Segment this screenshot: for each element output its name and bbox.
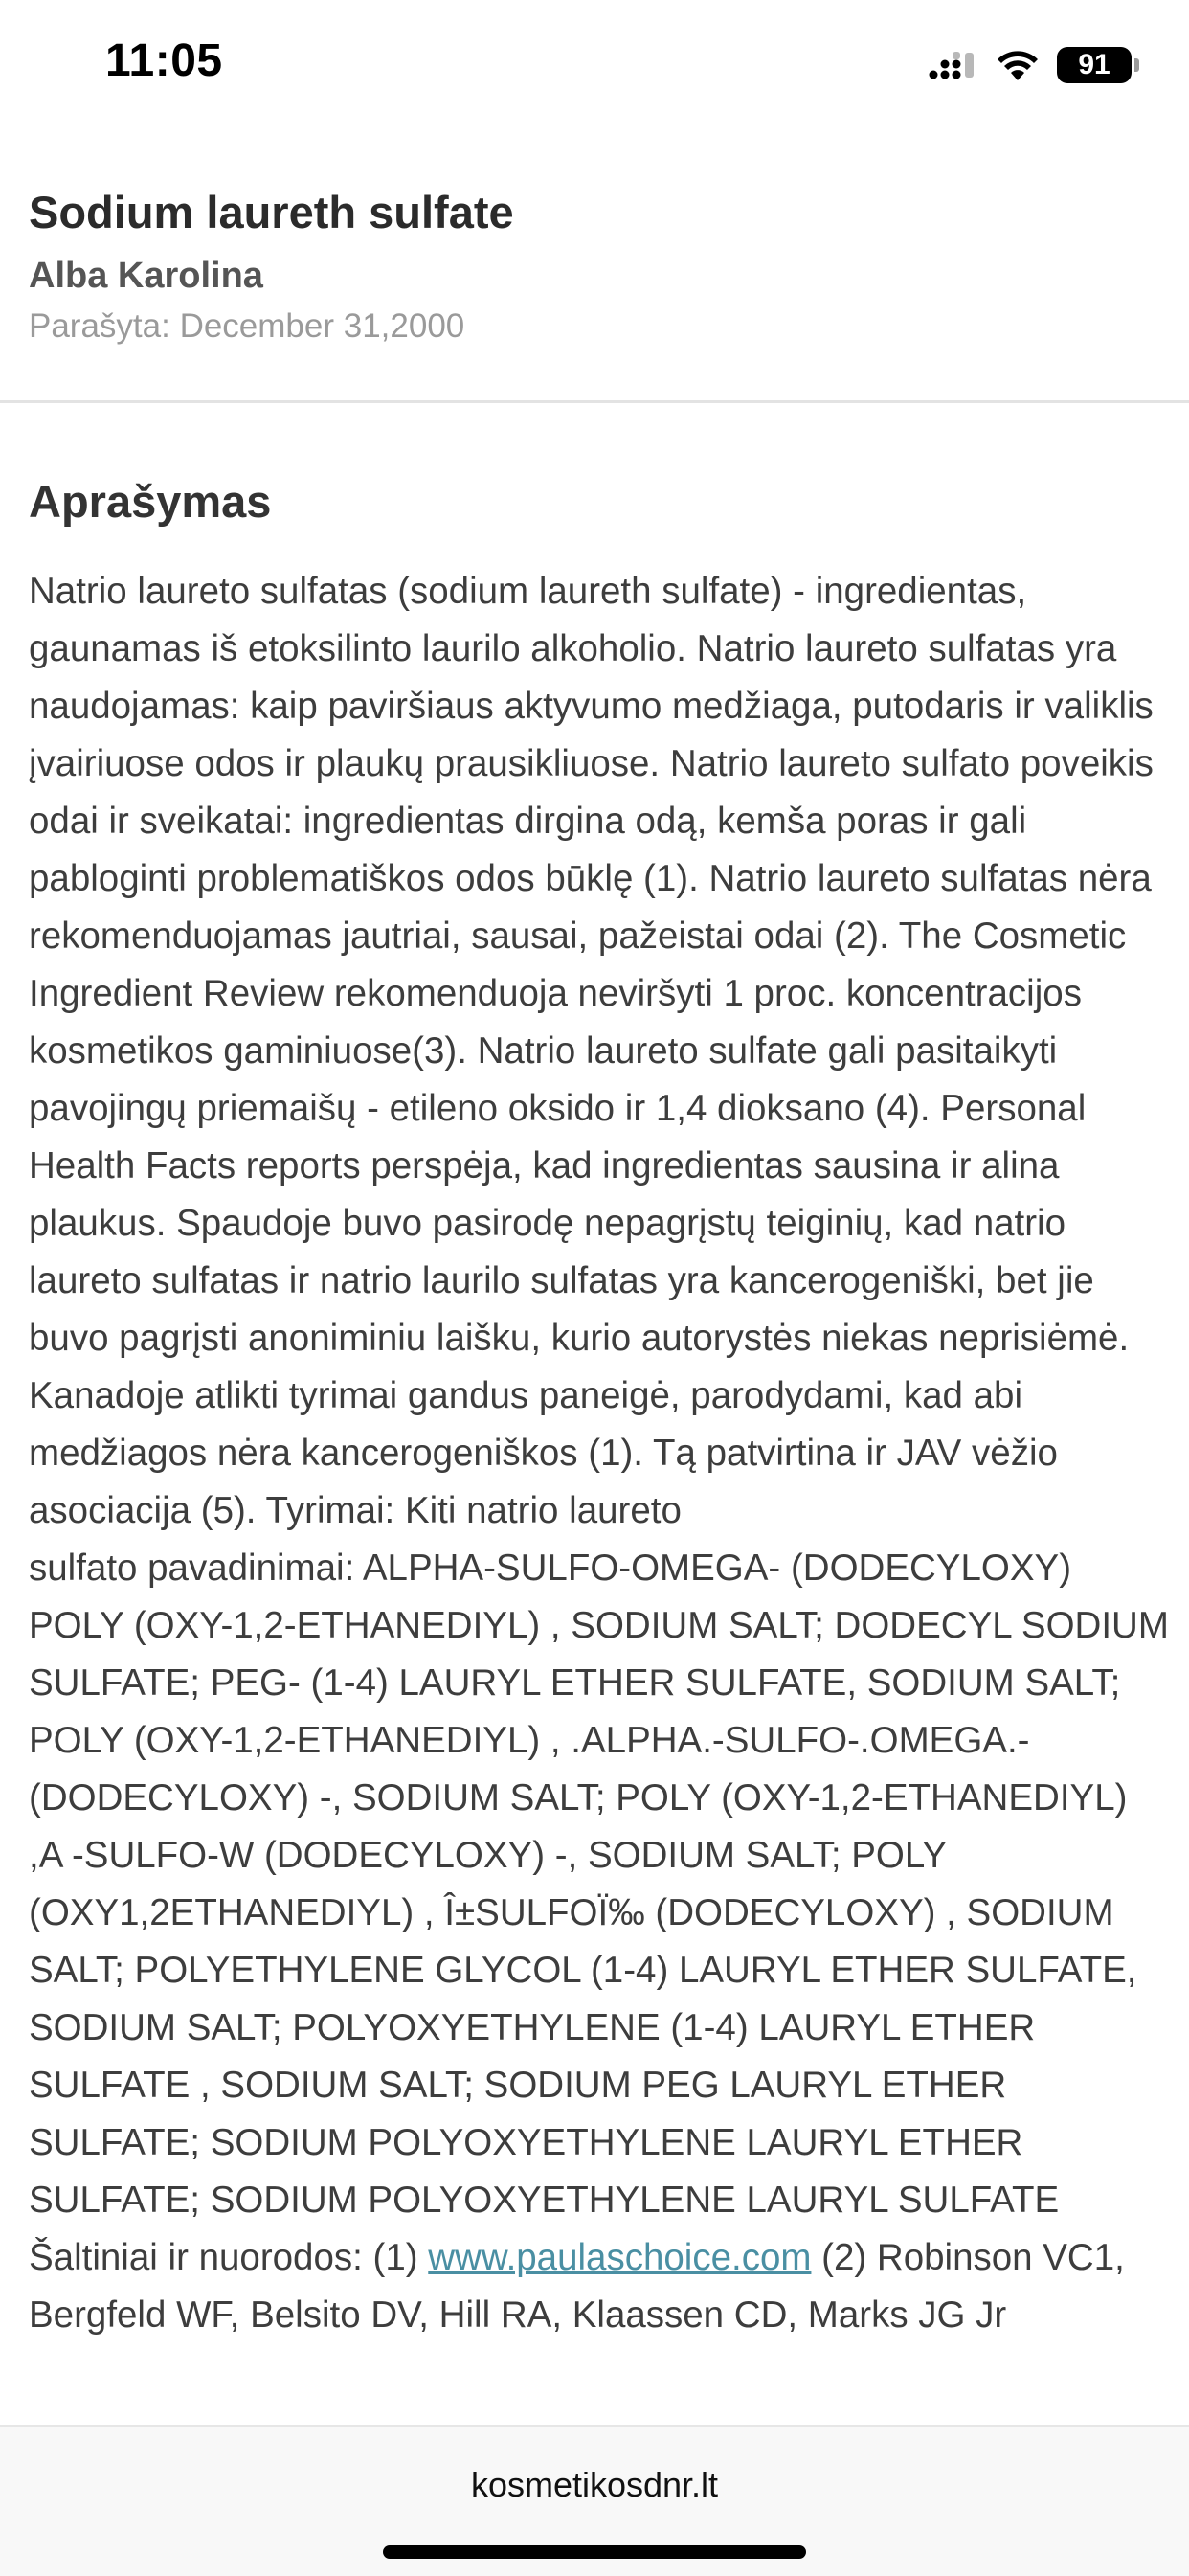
status-time: 11:05 (105, 35, 223, 86)
battery-icon (1057, 47, 1132, 83)
description-heading: Aprašymas (29, 476, 272, 527)
url-label[interactable]: kosmetikosdnr.lt (470, 2465, 719, 2504)
wifi-icon (996, 49, 1040, 81)
status-indicators (929, 42, 1132, 88)
description-body: Natrio laureto sulfatas (sodium laureth sulfate) - ingredientas, gaunamas iš etoksilinto laurilo alkoholio. Natrio laureto sulfatas yra naudojamas: kaip paviršiaus aktyvumo medžiaga, putodaris ir valiklis įvairiuose odos ir plaukų prausikliuose. Natrio laureto sulfato poveikis odai ir sveikatai: ingredientas dirgina odą, kemša poras ir gali pabloginti problematiškos odos būklę (1). Natrio laureto sulfatas nėra rekomenduojamas jautriai, sausai, pažeistai odai (2). The Cosmetic Ingredient Review rekomenduoja neviršyti 1 proc. koncentracijos kosmetikos gaminiuose(3). Natrio laureto sulfate gali pasitaikyti pavojingų priemaišų - etileno oksido ir 1,4 dioksano (4). Personal Health Facts reports perspėja, kad ingredientas sausina ir alina plaukus. Spaudoje buvo pasirodę nepagrįstų teiginių, kad natrio laureto sulfatas ir natrio laurilo sulfatas yra kancerogeniški, bet jie buvo pagrįsti anoniminiu laišku, kurio autorystės niekas neprisiėmė. Kanadoje atlikti tyrimai gandus paneigė, parodydami, kad abi medžiagos nėra kancerogeniškos (1). Tą patvirtina ir JAV vėžio asociacija (5). Tyrimai: Kiti natrio laureto (29, 571, 1154, 1531)
home-indicator[interactable] (383, 2545, 806, 2559)
cellular-signal-icon (929, 51, 978, 79)
description-text (29, 563, 1170, 2344)
browser-bottom-bar (0, 2425, 1189, 2576)
source-link-paulaschoice[interactable]: www.paulaschoice.com (428, 2237, 812, 2278)
article-header (29, 182, 1158, 350)
article-author: Alba Karolina (29, 256, 263, 296)
status-bar (0, 0, 1189, 124)
description-sources-rest: (2) Robinson VC1, Bergfeld WF, Belsito DV, Hill RA, Klaassen CD, Marks JG Jr (29, 2237, 1125, 2336)
battery-level: 91 (1078, 49, 1110, 80)
description-synonyms: sulfato pavadinimai: ALPHA-SULFO-OMEGA- (DODECYLOXY) POLY (OXY-1,2-ETHANEDIYL) , SODIUM SALT; DODECYL SODIUM SULFATE; PEG- (1-4) LAURYL ETHER SULFATE, SODIUM SALT; POLY (OXY-1,2-ETHANEDIYL) , .ALPHA.-SULFO-.OMEGA.- (DODECYLOXY) -, SODIUM SALT; POLY (OXY-1,2-ETHANEDIYL) ,A -SULFO-W (DODECYLOXY) -, SODIUM SALT; POLY (OXY1,2ETHANEDIYL) , Î±SULFOÏ‰ (DODECYLOXY) , SODIUM SALT; POLYETHYLENE GLYCOL (1-4) LAURYL ETHER SULFATE, SODIUM SALT; POLYOXYETHYLENE (1-4) LAURYL ETHER SULFATE , SODIUM SALT; SODIUM PEG LAURYL ETHER SULFATE; SODIUM POLYOXYETHYLENE LAURYL ETHER SULFATE; SODIUM POLYOXYETHYLENE LAURYL SULFATE Šaltiniai ir nuorodos: (1) (29, 1548, 1169, 2278)
article-date: Parašyta: December 31,2000 (29, 307, 465, 345)
header-divider (0, 400, 1189, 403)
article-title: Sodium laureth sulfate (29, 187, 514, 237)
